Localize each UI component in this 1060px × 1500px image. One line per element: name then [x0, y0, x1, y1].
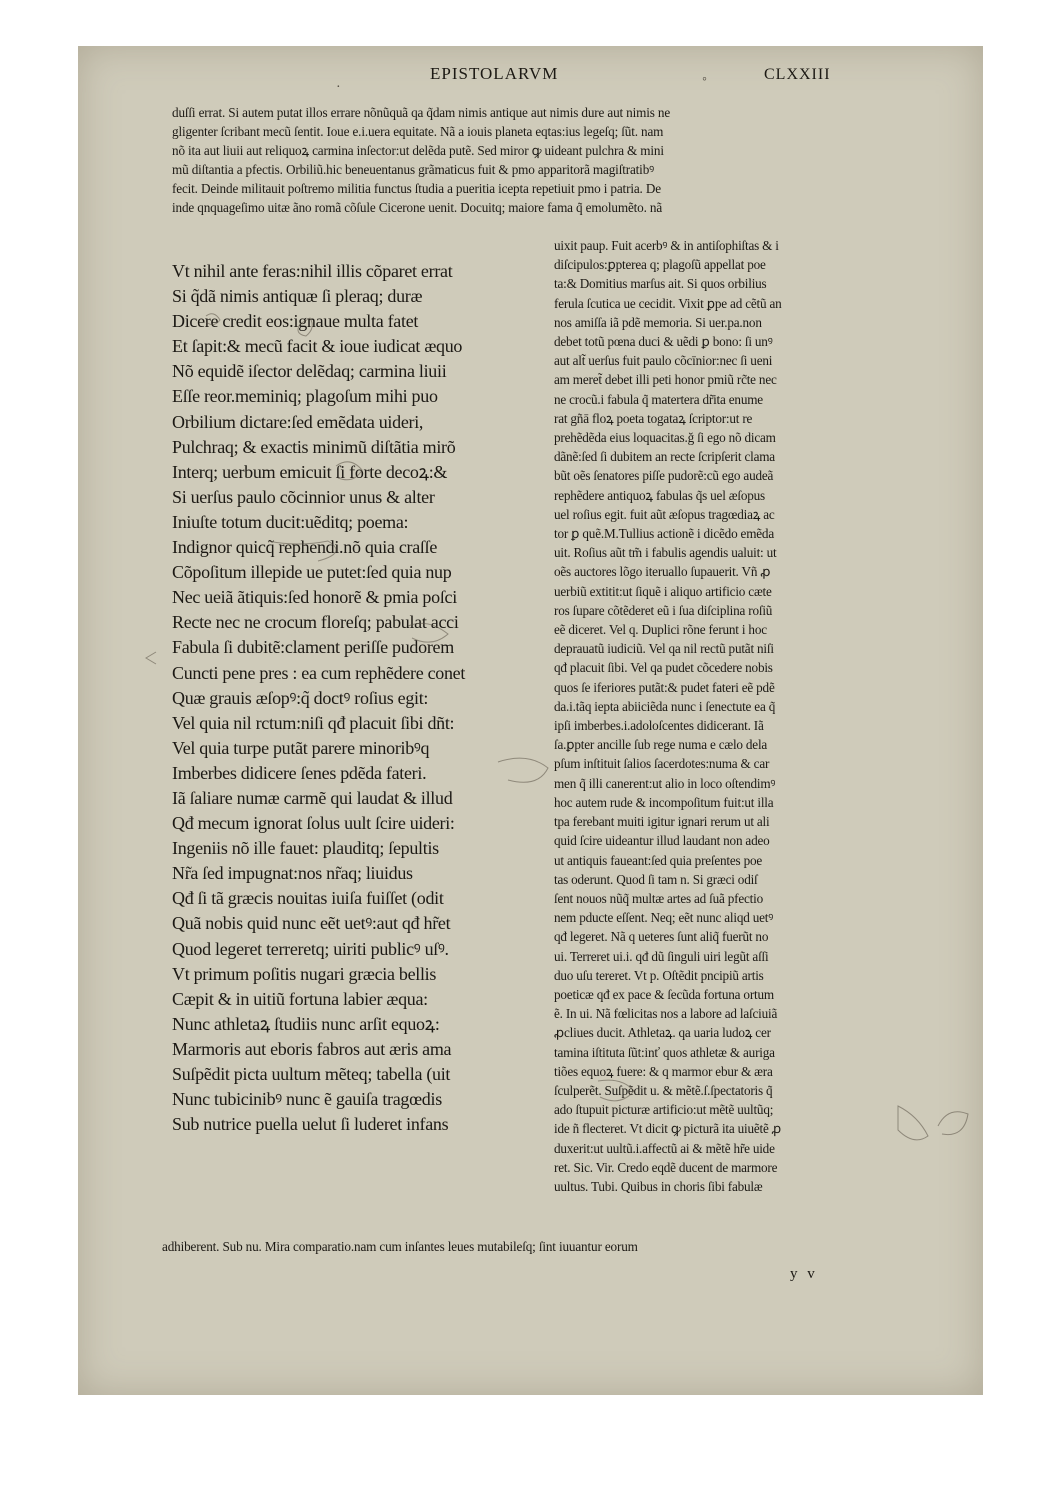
text-line: duſſi errat. Si autem putat illos errare nõnũquã qa q̃dam nimis antique aut nimis dure aut nimis ne — [172, 105, 671, 120]
verse-line: Vel quia turpe putãt parere minoribꝰq — [172, 737, 430, 758]
ink-speck: · — [336, 80, 341, 95]
verse-line: Quæ grauis æſopꝰ:q̃ doctꝰ roſius egit: — [172, 687, 429, 708]
verse-line: Sub nutrice puella uelut ſi luderet infans — [172, 1114, 449, 1135]
text-line: mũ diſtantia a pfectis. Orbiliũ.hic beneuentanus grãmaticus fuit & pmo apparitorã magiſtratibꝰ — [172, 161, 655, 177]
verse-line: Quod legeret terreretq; uiriti publicꝰ uſꝰ. — [172, 938, 449, 959]
verse-line: Imberbes didicere ſenes pdẽda fateri. — [172, 762, 427, 783]
commentary-line: quos ſe iferiores putãt:& pudet fateri eẽ pdẽ — [554, 679, 775, 695]
verse-line: Suſpẽdit picta uultum mẽteq; tabella (uit — [172, 1064, 451, 1084]
verse-line: Dicere credit eos:ignaue multa fatet — [172, 311, 419, 332]
verse-line: Pulchraq; & exactis minimũ diſtãtia mirõ — [172, 436, 456, 457]
commentary-line: duxerit:ut uultũ.i.affectũ ai & mẽtẽ hr̃e uide — [554, 1140, 775, 1156]
commentary-line: duo uſu tereret. Vt p. Oſtẽdit pncipiũ artis — [554, 967, 764, 983]
book-page — [78, 46, 983, 1395]
commentary-line: dãnẽ:ſed ſi dubitem an recte ſcripſerit clama — [554, 449, 775, 465]
commentary-line: pſum inſtituit ſalios ſacerdotes:numa & car — [554, 756, 770, 772]
commentary-line: uixit paup. Fuit acerbꝰ & in antiſophiſtas & i — [554, 238, 779, 253]
verse-line: Vt primum poſitis nugari græcia bellis — [172, 963, 437, 984]
commentary-line: debet totũ pœna duci & uẽdi ꝑ bono: ſi unꝰ — [554, 334, 773, 350]
verse-line: Nunc athletaꝝ ſtudiis nunc arſit equoꝝ: — [172, 1013, 440, 1034]
verse-line: Qđ mecum ignorat ſolus uult ſcire uideri: — [172, 813, 455, 834]
commentary-line: rat gñā floꝝ poeta togataꝝ ſcriptor:ut re — [554, 410, 753, 426]
commentary-line: bũt oẽs ſenatores piſſe pudorẽ:cũ ego audeã — [554, 468, 774, 484]
commentary-line: da.i.tãq iepta abiiciẽda nunc i ſenectute ea q̃ — [554, 698, 776, 714]
verse-line: Si uerſus paulo cõcinnior unus & alter — [172, 486, 435, 507]
page-header — [78, 64, 983, 94]
commentary-line: tamina iſtituta ſũt:inť quos athletæ & auriga — [554, 1044, 775, 1060]
commentary-line: nos amiſſa iã pdẽ memoria. Si uer.pa.non — [554, 314, 762, 330]
verse-line: Iniuſte totum ducit:uẽditq; poema: — [172, 511, 409, 532]
commentary-line: tor ꝑ quẽ.M.Tullius actionẽ i dicẽdo emẽda — [554, 526, 774, 542]
commentary-line: ipſi imberbes.i.adoloſcentes didicerant. Iã — [554, 718, 764, 734]
commentary-column — [554, 236, 906, 1196]
commentary-line: diſcipulos:ꝑpterea q; plagoſũ appellat poe — [554, 257, 766, 273]
verse-line: Quã nobis quid nunc eẽt uetꝰ:aut qđ hr̃et — [172, 913, 451, 934]
commentary-line: nem pducte eſſent. Neq; eẽt nunc aliqd uetꝰ — [554, 910, 774, 926]
commentary-line: uerbiũ extitit:ut ſiquẽ i aliquo artificio cæte — [554, 583, 772, 599]
text-line: nõ ita aut liuii aut reliquoꝝ carmina inſector:ut delẽda putẽ. Sed miror ꝙ uideant pulchra & mini — [172, 142, 664, 158]
commentary-line: poeticæ qđ ex pace & ſecũda fortuna ortum — [554, 986, 774, 1002]
commentary-line: rephẽdere antiquoꝝ fabulas q̃s uel æſopus — [554, 487, 765, 503]
commentary-line: hoc autem rude & incompoſitum fuit:ut illa — [554, 794, 774, 810]
verse-line: Et ſapit:& mecũ facit & ioue iudicat æquo — [172, 336, 463, 357]
commentary-intro-block — [172, 104, 910, 217]
folio-number: CLXXIII — [764, 66, 831, 83]
commentary-line: qđ legeret. Nã q ueteres ſunt aliq̃ fuerũt no — [554, 929, 769, 945]
verse-line: Vt nihil ante feras:nihil illis cõparet errat — [172, 261, 453, 281]
commentary-line: qđ placuit ſibi. Vel qa pudet cõcedere nobis — [554, 660, 773, 676]
commentary-line: ſculperẽt. Suſpẽdit u. & mẽtẽ.ſ.ſpectatoris q̃ — [554, 1082, 773, 1098]
commentary-line: prehẽdẽda eius loquacitas.ğ ſi ego nõ dicam — [554, 430, 776, 446]
verse-line: Indignor quicq̃ rephendi.nõ quia craſſe — [172, 537, 438, 558]
commentary-line: ros ſupare cõtẽderet eũ i ſua diſciplina roſiũ — [554, 602, 773, 618]
commentary-line: ui. Terreret ui.i. qđ dũ ſinguli uiri legũt aſſi — [554, 948, 769, 964]
commentary-line: ide ñ flecteret. Vt dicit ꝙ picturã ita uiuẽtẽ ꝓ — [554, 1121, 781, 1137]
verse-column — [172, 259, 552, 1137]
verse-line: Eſſe reor.meminiq; plagoſum mihi puo — [172, 386, 438, 407]
commentary-line: uel roſius egit. fuit aũt æſopus tragœdiaꝝ ac — [554, 506, 775, 522]
commentary-line: ado ſtupuit picturæ artificio:ut mẽtẽ uultũq; — [554, 1102, 774, 1118]
commentary-line: uit. Roſius aũt tm̃ i fabulis agendis ualuit: ut — [554, 545, 777, 561]
verse-line: Fabula ſi dubitẽ:clament periſſe pudorem — [172, 637, 454, 658]
verse-line: Cõpoſitum illepide ue putet:ſed quia nup — [172, 562, 452, 583]
verse-line: Nr̃a ſed impugnat:nos nr̃aq; liuidus — [172, 863, 413, 884]
verse-line: Orbilium dictare:ſed emẽdata uideri, — [172, 411, 424, 432]
verse-line: Cuncti pene pres : ea cum rephẽdere conet — [172, 662, 466, 683]
verse-line: Nunc tubicinibꝰ nunc ẽ gauiſa tragœdis — [172, 1089, 442, 1110]
verse-line: Vel quia nil rctum:niſi qđ placuit ſibi dñt: — [172, 712, 455, 733]
commentary-line: ta:& Domitius marſus ait. Si quos orbilius — [554, 276, 767, 292]
commentary-line: ſent nouos nũq̃ multæ artes ad ſuã pfectio — [554, 890, 763, 906]
verse-line: Qđ ſi tã græcis nouitas iuiſa fuiſſet (odit — [172, 888, 444, 909]
verse-line: Marmoris aut eboris fabros aut æris ama — [172, 1038, 452, 1059]
ink-speck: ◦ — [702, 72, 707, 87]
signature-mark: y v — [790, 1266, 818, 1282]
closing-line: adhiberent. Sub nu. Mira comparatio.nam cum inſantes leues mutabileſq; ſint iuuantur eorum — [162, 1239, 638, 1254]
commentary-line: ut antiquis faueant:ſed quia preſentes poe — [554, 852, 763, 868]
text-line: fecit. Deinde militauit poſtremo militia functus ſtudia a pueritia icepta repetiuit pmo i patria. De — [172, 180, 661, 196]
handwritten-mark — [938, 1112, 968, 1135]
verse-line: Nõ equidẽ iſector delẽdaq; carmina liuii — [172, 361, 447, 382]
text-line: inde qnquageſimo uitæ ãno romã cõſule Cicerone uenit. Docuitq; maiore fama q̃ emolumẽto. nã — [172, 199, 663, 215]
commentary-line: deprauatũ iudiciũ. Vel qa nil rectũ putãt niſi — [554, 641, 774, 657]
commentary-line: men q̃ illi canerent:ut alio in loco oſtendimꝰ — [554, 775, 776, 791]
handwritten-mark — [146, 652, 156, 664]
verse-line: Si q̃dã nimis antiquæ ſi pleraq; duræ — [172, 286, 423, 307]
commentary-line: quid ſcire uideantur illud laudant non adeo — [554, 833, 770, 849]
verse-line: Recte nec ne crocum floreſq; pabulat acci — [172, 612, 459, 633]
commentary-line: ꝓcliues ducit. Athletaꝝ. qa uaria ludoꝝ cer — [554, 1025, 771, 1041]
verse-line: Ingeniis nõ ille fauet: plauditq; ſepultis — [172, 838, 439, 859]
commentary-line: uultus. Tubi. Quibus in choris ſibi fabulæ — [554, 1178, 763, 1194]
verse-line: Iã ſaliare numæ carmẽ qui laudat & illud — [172, 787, 453, 808]
commentary-line: oẽs auctores lõgo iteruallo ſupauerit. Vñ ꝓ — [554, 564, 771, 580]
commentary-line: ferula ſcutica ue cecidit. Vixit ꝑpe ad cẽtũ an — [554, 295, 782, 311]
commentary-line: aut alt̃ uerſus fuit paulo cõcīnior:nec ſi ueni — [554, 353, 773, 369]
commentary-line: eẽ diceret. Vel q. Duplici rõne ferunt i hoc — [554, 622, 767, 638]
commentary-line: ne crocũ.i fabula q̃ matertera dr̃ita enume — [554, 391, 763, 407]
commentary-line: tpa ferebant muiti igitur ignari rerum ut ali — [554, 814, 770, 830]
running-title: EPISTOLARVM — [430, 64, 559, 83]
verse-line: Nec ueiã ãtiquis:ſed honorẽ & pmia poſci — [172, 587, 457, 608]
verse-line: Cæpit & in uitiũ fortuna labier æqua: — [172, 988, 428, 1009]
text-line: gligenter ſcribant mecũ ſentit. Ioue e.i.uera equitate. Nã a iouis planeta eqtas:ius legeſq; ſũt. nam — [172, 123, 664, 139]
commentary-line: ſa.ꝑpter ancille ſub rege numa e cælo dela — [554, 737, 768, 753]
commentary-line: tas oderunt. Quod ſi tam n. Si græci odiſ — [554, 871, 758, 887]
commentary-line: am meret̃ debet illi peti honor pmiũ rc̃te nec — [554, 372, 777, 388]
commentary-line: ẽ. In ui. Nã fœlicitas nos a labore ad laſciuiã — [554, 1006, 778, 1022]
commentary-line: ret. Sic. Vir. Credo eqdẽ ducent de marmore — [554, 1159, 778, 1175]
verse-line: Interq; uerbum emicuit ſi forte decoꝝ:& — [172, 461, 448, 482]
commentary-line: tiões equoꝝ fuere: & q marmor ebur & æra — [554, 1063, 773, 1079]
